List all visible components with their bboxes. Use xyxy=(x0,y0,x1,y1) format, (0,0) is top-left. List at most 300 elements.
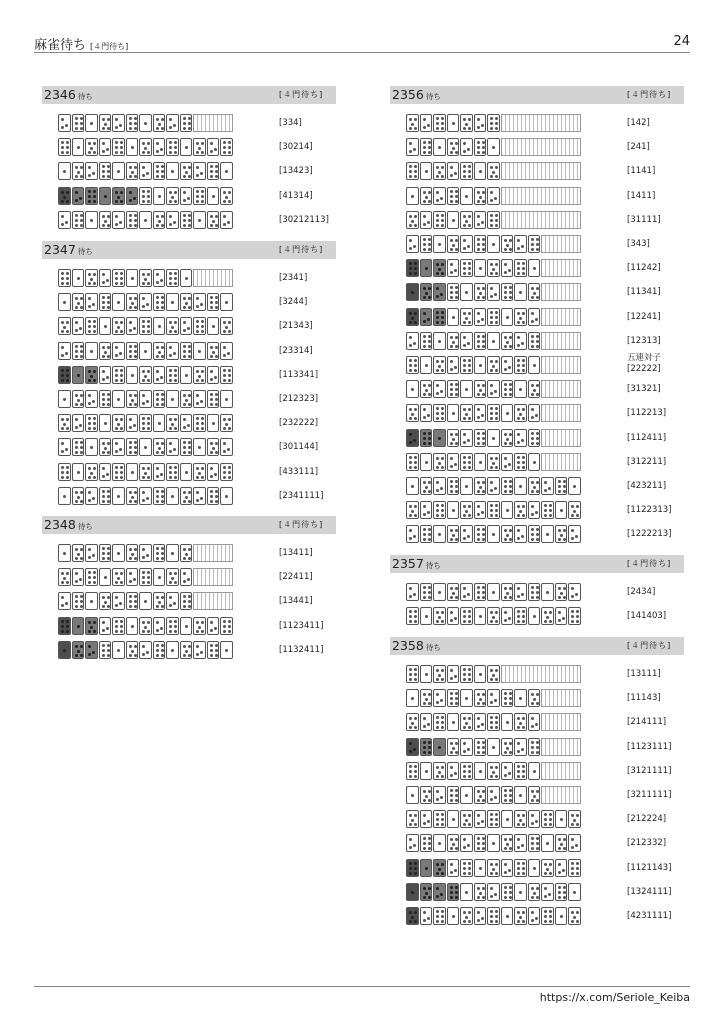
pin-tile-icon xyxy=(153,317,166,335)
pin-tile-icon xyxy=(460,738,473,756)
pin-tile-icon xyxy=(406,235,419,253)
pin-tile-icon xyxy=(528,525,541,543)
meld-placeholder xyxy=(193,114,233,132)
pin-tile-icon xyxy=(447,665,460,683)
wait-label: [112411] xyxy=(627,432,667,443)
pin-tile-icon xyxy=(207,187,220,205)
wait-label: [21343] xyxy=(279,321,313,332)
pin-tile-icon xyxy=(153,487,166,505)
pin-tile-icon xyxy=(474,380,487,398)
pin-tile-icon xyxy=(420,138,433,156)
pin-tile-icon xyxy=(72,317,85,335)
pin-tile-icon xyxy=(474,138,487,156)
pin-tile-icon xyxy=(126,269,139,287)
pin-tile-icon xyxy=(420,211,433,229)
section-header xyxy=(42,86,336,104)
pin-tile-icon xyxy=(139,641,152,659)
tile-hand xyxy=(406,332,581,352)
pin-tile-icon xyxy=(99,293,112,311)
wait-label: [343] xyxy=(627,239,650,249)
pin-tile-icon xyxy=(58,641,71,659)
pin-tile-icon xyxy=(112,366,125,384)
pin-tile-icon xyxy=(139,269,152,287)
pin-tile-icon xyxy=(514,308,527,326)
pin-tile-icon xyxy=(433,114,446,132)
pin-tile-icon xyxy=(514,786,527,804)
pin-tile-icon xyxy=(220,211,233,229)
pin-tile-icon xyxy=(514,429,527,447)
pin-tile-icon xyxy=(501,607,514,625)
pin-tile-icon xyxy=(99,592,112,610)
pin-tile-icon xyxy=(166,162,179,180)
pin-tile-icon xyxy=(406,834,419,852)
pin-tile-icon xyxy=(207,211,220,229)
pin-tile-icon xyxy=(420,883,433,901)
pin-tile-icon xyxy=(99,342,112,360)
wait-label: [212224] xyxy=(627,814,667,825)
pin-tile-icon xyxy=(153,568,166,586)
pin-tile-icon xyxy=(180,487,193,505)
pin-tile-icon xyxy=(220,342,233,360)
pin-tile-icon xyxy=(528,859,541,877)
pin-tile-icon xyxy=(460,607,473,625)
pin-tile-icon xyxy=(85,138,98,156)
section-title: 2358 待ち xyxy=(392,638,441,653)
section-header xyxy=(42,516,336,534)
pin-tile-icon xyxy=(460,665,473,683)
pin-tile-icon xyxy=(555,810,568,828)
pin-tile-icon xyxy=(420,114,433,132)
pin-tile-icon xyxy=(541,525,554,543)
pin-tile-icon xyxy=(139,617,152,635)
tile-hand xyxy=(406,689,581,709)
wait-label: [1123111] xyxy=(627,741,672,752)
section-tag: [４門待ち] xyxy=(279,245,324,254)
tile-hand xyxy=(406,713,581,733)
wait-label: [22411] xyxy=(279,572,313,583)
pin-tile-icon xyxy=(433,380,446,398)
pin-tile-icon xyxy=(447,477,460,495)
pin-tile-icon xyxy=(447,713,460,731)
pin-tile-icon xyxy=(474,211,487,229)
pin-tile-icon xyxy=(112,592,125,610)
pin-tile-icon xyxy=(433,665,446,683)
pin-tile-icon xyxy=(447,283,460,301)
pin-tile-icon xyxy=(420,738,433,756)
pin-tile-icon xyxy=(514,404,527,422)
pin-tile-icon xyxy=(193,390,206,408)
pin-tile-icon xyxy=(501,786,514,804)
pin-tile-icon xyxy=(541,907,554,925)
pin-tile-icon xyxy=(514,810,527,828)
pin-tile-icon xyxy=(99,438,112,456)
tile-hand xyxy=(406,834,582,854)
tile-hand xyxy=(406,859,582,879)
pin-tile-icon xyxy=(514,607,527,625)
pin-tile-icon xyxy=(447,907,460,925)
pin-tile-icon xyxy=(153,390,166,408)
pin-tile-icon xyxy=(180,269,193,287)
pin-tile-icon xyxy=(528,356,541,374)
pin-tile-icon xyxy=(447,834,460,852)
pin-tile-icon xyxy=(447,762,460,780)
pin-tile-icon xyxy=(406,859,419,877)
pin-tile-icon xyxy=(501,525,514,543)
pin-tile-icon xyxy=(474,738,487,756)
footer-url[interactable]: https://x.com/Seriole_Keiba xyxy=(539,991,690,1004)
pin-tile-icon xyxy=(501,689,514,707)
pin-tile-icon xyxy=(72,211,85,229)
pin-tile-icon xyxy=(112,269,125,287)
pin-tile-icon xyxy=(487,689,500,707)
pin-tile-icon xyxy=(58,390,71,408)
pin-tile-icon xyxy=(460,859,473,877)
pin-tile-icon xyxy=(166,293,179,311)
pin-tile-icon xyxy=(474,332,487,350)
pin-tile-icon xyxy=(58,269,71,287)
pin-tile-icon xyxy=(460,583,473,601)
wait-label: [1411] xyxy=(627,190,656,201)
pin-tile-icon xyxy=(207,617,220,635)
pin-tile-icon xyxy=(85,269,98,287)
pin-tile-icon xyxy=(460,162,473,180)
pin-tile-icon xyxy=(99,463,112,481)
pin-tile-icon xyxy=(193,463,206,481)
pin-tile-icon xyxy=(528,583,541,601)
pin-tile-icon xyxy=(220,187,233,205)
pin-tile-icon xyxy=(514,453,527,471)
pin-tile-icon xyxy=(501,356,514,374)
pin-tile-icon xyxy=(474,235,487,253)
pin-tile-icon xyxy=(447,356,460,374)
pin-tile-icon xyxy=(112,438,125,456)
wait-label: [423211] xyxy=(627,481,667,491)
pin-tile-icon xyxy=(420,907,433,925)
wait-label: [241] xyxy=(627,142,650,153)
pin-tile-icon xyxy=(139,390,152,408)
tile-hand xyxy=(406,404,581,424)
pin-tile-icon xyxy=(406,380,419,398)
pin-tile-icon xyxy=(58,138,71,156)
pin-tile-icon xyxy=(112,568,125,586)
pin-tile-icon xyxy=(166,617,179,635)
pin-tile-icon xyxy=(447,114,460,132)
pin-tile-icon xyxy=(420,607,433,625)
pin-tile-icon xyxy=(180,390,193,408)
pin-tile-icon xyxy=(193,617,206,635)
pin-tile-icon xyxy=(126,187,139,205)
pin-tile-icon xyxy=(487,859,500,877)
pin-tile-icon xyxy=(460,356,473,374)
pin-tile-icon xyxy=(528,713,541,731)
meld-placeholder xyxy=(501,114,581,132)
pin-tile-icon xyxy=(433,235,446,253)
meld-placeholder xyxy=(541,308,581,326)
pin-tile-icon xyxy=(72,414,85,432)
pin-tile-icon xyxy=(85,438,98,456)
pin-tile-icon xyxy=(58,544,71,562)
pin-tile-icon xyxy=(420,786,433,804)
pin-tile-icon xyxy=(180,641,193,659)
pin-tile-icon xyxy=(99,544,112,562)
pin-tile-icon xyxy=(474,810,487,828)
pin-tile-icon xyxy=(112,138,125,156)
pin-tile-icon xyxy=(501,738,514,756)
meld-placeholder xyxy=(501,665,581,683)
pin-tile-icon xyxy=(166,187,179,205)
pin-tile-icon xyxy=(193,414,206,432)
pin-tile-icon xyxy=(153,617,166,635)
pin-tile-icon xyxy=(447,883,460,901)
pin-tile-icon xyxy=(487,786,500,804)
pin-tile-icon xyxy=(433,907,446,925)
pin-tile-icon xyxy=(139,162,152,180)
pin-tile-icon xyxy=(433,453,446,471)
tile-hand xyxy=(406,786,581,806)
pin-tile-icon xyxy=(166,544,179,562)
tile-hand xyxy=(58,592,233,612)
pin-tile-icon xyxy=(166,211,179,229)
pin-tile-icon xyxy=(460,235,473,253)
pin-tile-icon xyxy=(112,487,125,505)
section-header xyxy=(390,555,684,573)
pin-tile-icon xyxy=(528,308,541,326)
pin-tile-icon xyxy=(433,283,446,301)
pin-tile-icon xyxy=(514,883,527,901)
wait-label: [212332] xyxy=(627,838,667,849)
pin-tile-icon xyxy=(58,317,71,335)
pin-tile-icon xyxy=(433,477,446,495)
pin-tile-icon xyxy=(139,438,152,456)
pin-tile-icon xyxy=(112,317,125,335)
pin-tile-icon xyxy=(528,380,541,398)
pin-tile-icon xyxy=(58,293,71,311)
pin-tile-icon xyxy=(72,114,85,132)
wait-label: [23314] xyxy=(279,345,313,356)
pin-tile-icon xyxy=(501,235,514,253)
pin-tile-icon xyxy=(193,317,206,335)
pin-tile-icon xyxy=(126,114,139,132)
pin-tile-icon xyxy=(555,907,568,925)
pin-tile-icon xyxy=(220,641,233,659)
pin-tile-icon xyxy=(153,114,166,132)
pin-tile-icon xyxy=(85,317,98,335)
pin-tile-icon xyxy=(487,583,500,601)
pin-tile-icon xyxy=(528,762,541,780)
pin-tile-icon xyxy=(528,810,541,828)
pin-tile-icon xyxy=(420,308,433,326)
pin-tile-icon xyxy=(72,342,85,360)
pin-tile-icon xyxy=(180,211,193,229)
pin-tile-icon xyxy=(166,366,179,384)
pin-tile-icon xyxy=(153,641,166,659)
tile-hand xyxy=(58,211,234,231)
section-tag: [４門待ち] xyxy=(627,641,672,650)
pin-tile-icon xyxy=(72,390,85,408)
pin-tile-icon xyxy=(487,162,500,180)
pin-tile-icon xyxy=(433,429,446,447)
tile-hand xyxy=(406,259,581,279)
wait-label: [1324111] xyxy=(627,886,672,897)
pin-tile-icon xyxy=(555,477,568,495)
pin-tile-icon xyxy=(420,689,433,707)
pin-tile-icon xyxy=(207,138,220,156)
pin-tile-icon xyxy=(528,689,541,707)
pin-tile-icon xyxy=(420,380,433,398)
pin-tile-icon xyxy=(487,283,500,301)
wait-label: [113341] xyxy=(279,369,319,380)
pin-tile-icon xyxy=(166,114,179,132)
pin-tile-icon xyxy=(166,138,179,156)
pin-tile-icon xyxy=(501,308,514,326)
pin-tile-icon xyxy=(501,453,514,471)
pin-tile-icon xyxy=(447,187,460,205)
pin-tile-icon xyxy=(420,859,433,877)
pin-tile-icon xyxy=(139,592,152,610)
pin-tile-icon xyxy=(514,259,527,277)
pin-tile-icon xyxy=(58,414,71,432)
pin-tile-icon xyxy=(528,404,541,422)
tile-hand xyxy=(406,477,582,497)
pin-tile-icon xyxy=(112,390,125,408)
pin-tile-icon xyxy=(433,786,446,804)
page-title: 麻雀待ち [４門待ち] xyxy=(34,38,129,53)
pin-tile-icon xyxy=(406,525,419,543)
pin-tile-icon xyxy=(139,568,152,586)
pin-tile-icon xyxy=(126,162,139,180)
wait-label: [1122313] xyxy=(627,505,672,516)
pin-tile-icon xyxy=(220,138,233,156)
pin-tile-icon xyxy=(153,366,166,384)
pin-tile-icon xyxy=(447,810,460,828)
pin-tile-icon xyxy=(420,332,433,350)
pin-tile-icon xyxy=(153,438,166,456)
pin-tile-icon xyxy=(126,617,139,635)
pin-tile-icon xyxy=(85,162,98,180)
pin-tile-icon xyxy=(126,487,139,505)
pin-tile-icon xyxy=(112,617,125,635)
pin-tile-icon xyxy=(85,592,98,610)
pin-tile-icon xyxy=(433,583,446,601)
pin-tile-icon xyxy=(180,317,193,335)
pin-tile-icon xyxy=(514,283,527,301)
wait-label: [1123411] xyxy=(279,620,324,631)
tile-hand xyxy=(406,738,581,758)
pin-tile-icon xyxy=(555,859,568,877)
pin-tile-icon xyxy=(85,463,98,481)
pin-tile-icon xyxy=(139,211,152,229)
pin-tile-icon xyxy=(487,453,500,471)
wait-label: [334] xyxy=(279,118,302,128)
pin-tile-icon xyxy=(528,235,541,253)
wait-label: [3121111] xyxy=(627,765,672,776)
pin-tile-icon xyxy=(58,162,71,180)
pin-tile-icon xyxy=(126,438,139,456)
pin-tile-icon xyxy=(487,380,500,398)
pin-tile-icon xyxy=(193,366,206,384)
pin-tile-icon xyxy=(447,332,460,350)
pin-tile-icon xyxy=(193,138,206,156)
pin-tile-icon xyxy=(541,834,554,852)
pin-tile-icon xyxy=(447,235,460,253)
meld-placeholder xyxy=(501,187,581,205)
wait-label: [1132411] xyxy=(279,644,324,655)
pin-tile-icon xyxy=(501,834,514,852)
pin-tile-icon xyxy=(126,211,139,229)
tile-hand xyxy=(58,641,234,661)
pin-tile-icon xyxy=(514,477,527,495)
pin-tile-icon xyxy=(447,259,460,277)
pin-tile-icon xyxy=(447,138,460,156)
pin-tile-icon xyxy=(433,810,446,828)
pin-tile-icon xyxy=(58,617,71,635)
pin-tile-icon xyxy=(112,162,125,180)
tile-hand xyxy=(406,907,582,927)
pin-tile-icon xyxy=(58,592,71,610)
meld-placeholder xyxy=(541,259,581,277)
pin-tile-icon xyxy=(474,114,487,132)
pin-tile-icon xyxy=(487,738,500,756)
tile-hand xyxy=(406,453,581,473)
pin-tile-icon xyxy=(447,583,460,601)
pin-tile-icon xyxy=(99,617,112,635)
pin-tile-icon xyxy=(474,283,487,301)
wait-label: [12241] xyxy=(627,311,661,322)
tile-hand xyxy=(406,583,582,603)
pin-tile-icon xyxy=(487,525,500,543)
pin-tile-icon xyxy=(420,713,433,731)
wait-label: [112213] xyxy=(627,408,667,419)
pin-tile-icon xyxy=(220,162,233,180)
pin-tile-icon xyxy=(72,487,85,505)
pin-tile-icon xyxy=(406,607,419,625)
pin-tile-icon xyxy=(555,525,568,543)
pin-tile-icon xyxy=(72,138,85,156)
pin-tile-icon xyxy=(72,293,85,311)
pin-tile-icon xyxy=(487,404,500,422)
pin-tile-icon xyxy=(58,342,71,360)
pin-tile-icon xyxy=(541,810,554,828)
wait-label: 五連対子 [22222] xyxy=(627,353,662,374)
page-footer xyxy=(34,986,690,1004)
pin-tile-icon xyxy=(85,487,98,505)
pin-tile-icon xyxy=(207,390,220,408)
pin-tile-icon xyxy=(460,883,473,901)
pin-tile-icon xyxy=(514,859,527,877)
pin-tile-icon xyxy=(166,463,179,481)
meld-placeholder xyxy=(541,332,581,350)
pin-tile-icon xyxy=(460,259,473,277)
section-title: 2346 待ち xyxy=(44,87,93,102)
pin-tile-icon xyxy=(433,501,446,519)
pin-tile-icon xyxy=(568,501,581,519)
pin-tile-icon xyxy=(406,810,419,828)
pin-tile-icon xyxy=(528,501,541,519)
pin-tile-icon xyxy=(180,617,193,635)
wait-label: [13441] xyxy=(279,596,313,607)
section-tag: [４門待ち] xyxy=(279,90,324,99)
pin-tile-icon xyxy=(72,617,85,635)
pin-tile-icon xyxy=(406,259,419,277)
wait-label: [301144] xyxy=(279,442,319,453)
pin-tile-icon xyxy=(474,713,487,731)
section-tag: [４門待ち] xyxy=(627,559,672,568)
meld-placeholder xyxy=(541,235,581,253)
pin-tile-icon xyxy=(447,738,460,756)
pin-tile-icon xyxy=(420,762,433,780)
pin-tile-icon xyxy=(72,544,85,562)
pin-tile-icon xyxy=(153,162,166,180)
